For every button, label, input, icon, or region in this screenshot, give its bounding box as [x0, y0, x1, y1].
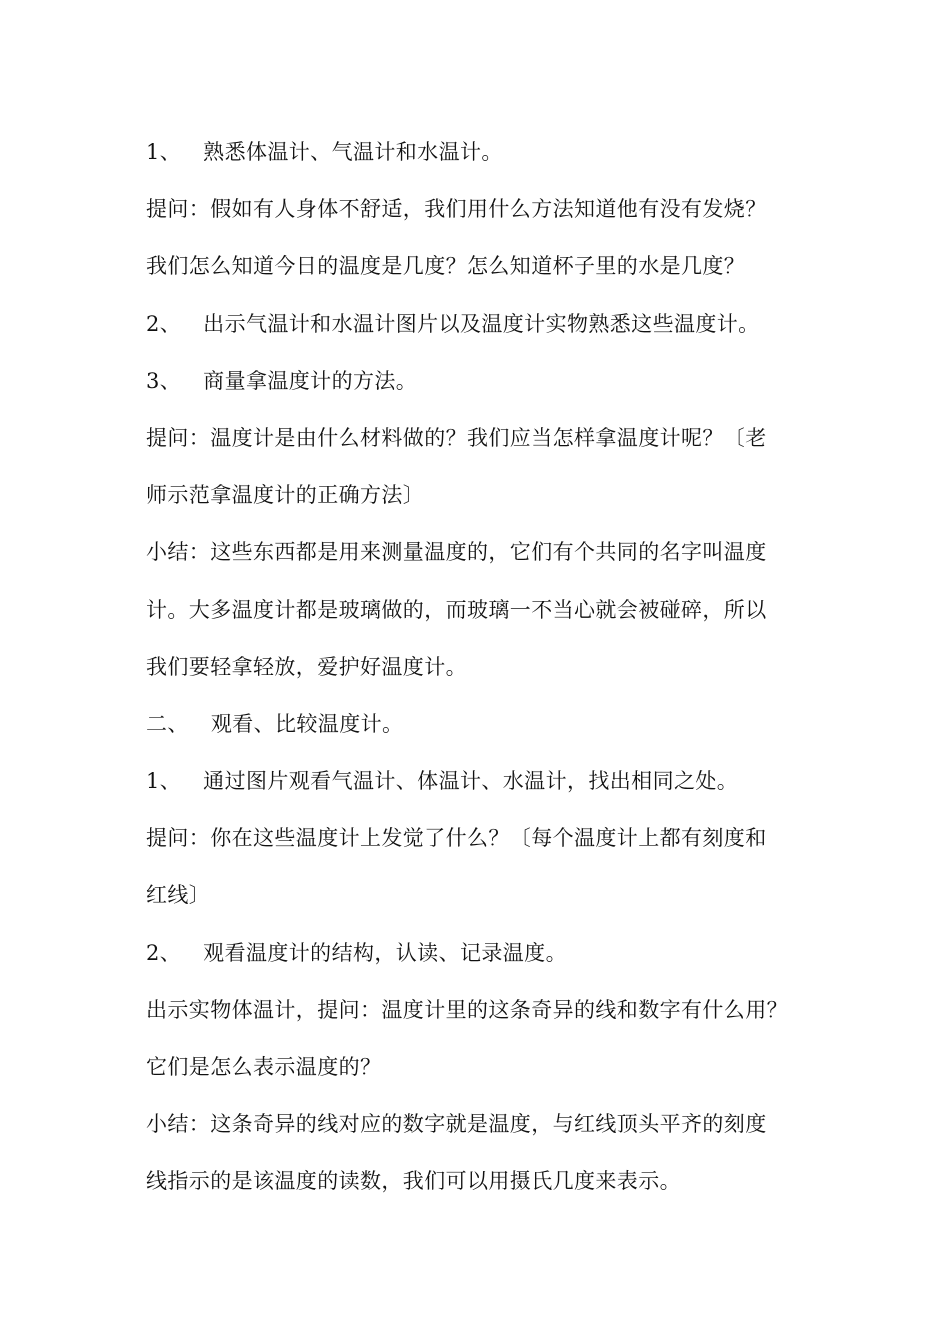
list-number: 1、: [146, 140, 182, 164]
line-text: 提问：你在这些温度计上发觉了什么？〔每个温度计上都有刻度和: [146, 826, 767, 851]
paragraph-line: [146, 474, 816, 531]
paragraph-line: [146, 932, 816, 989]
paragraph-line: [146, 188, 816, 245]
line-text: 通过图片观看气温计、体温计、水温计，找出相同之处。: [203, 769, 739, 794]
paragraph-line: [146, 989, 816, 1046]
paragraph-line: [146, 817, 816, 874]
line-text: 提问：假如有人身体不舒适，我们用什么方法知道他有没有发烧？: [146, 197, 767, 222]
line-text: 小结：这条奇异的线对应的数字就是温度，与红线顶头平齐的刻度: [146, 1112, 767, 1137]
line-text: 线指示的是该温度的读数，我们可以用摄氏几度来表示。: [146, 1169, 681, 1194]
paragraph-line: [146, 417, 816, 474]
paragraph-line: [146, 1103, 816, 1160]
line-text: 观看温度计的结构，认读、记录温度。: [203, 940, 567, 965]
section-heading: [146, 703, 816, 760]
line-text: 观看、比较温度计。: [210, 711, 404, 736]
line-text: 我们要轻拿轻放，爱护好温度计。: [146, 654, 467, 679]
paragraph-line: [146, 760, 816, 817]
paragraph-line: [146, 245, 816, 302]
line-text: 计。大多温度计都是玻璃做的，而玻璃一不当心就会被碰碎，所以: [146, 597, 767, 622]
paragraph-line: [146, 589, 816, 646]
line-text: 提问：温度计是由什么材料做的？我们应当怎样拿温度计呢？〔老: [146, 425, 767, 450]
paragraph-line: [146, 1046, 816, 1103]
paragraph-line: [146, 531, 816, 588]
line-text: 小结：这些东西都是用来测量温度的，它们有个共同的名字叫温度: [146, 540, 767, 565]
list-number: 2、: [146, 311, 182, 336]
list-number: 二、: [146, 711, 189, 736]
list-number: 1、: [146, 769, 182, 794]
line-text: 熟悉体温计、气温计和水温计。: [203, 140, 503, 164]
paragraph-line: [146, 303, 816, 360]
line-text: 我们怎么知道今日的温度是几度？怎么知道杯子里的水是几度？: [146, 254, 746, 279]
line-text: 出示实物体温计，提问：温度计里的这条奇异的线和数字有什么用？: [146, 997, 788, 1022]
paragraph-line: [146, 360, 816, 417]
line-text: 红线〕: [146, 883, 211, 908]
list-number: 2、: [146, 940, 182, 965]
paragraph-line: [146, 1160, 816, 1217]
paragraph-line: [146, 646, 816, 703]
paragraph-line: [146, 131, 816, 188]
line-text: 商量拿温度计的方法。: [203, 368, 418, 393]
line-text: 师示范拿温度计的正确方法〕: [146, 483, 425, 508]
list-number: 3、: [146, 368, 182, 393]
line-text: 它们是怎么表示温度的？: [146, 1055, 382, 1079]
document-body: [146, 131, 816, 1218]
line-text: 出示气温计和水温计图片以及温度计实物熟悉这些温度计。: [203, 311, 760, 336]
paragraph-line: [146, 874, 816, 931]
